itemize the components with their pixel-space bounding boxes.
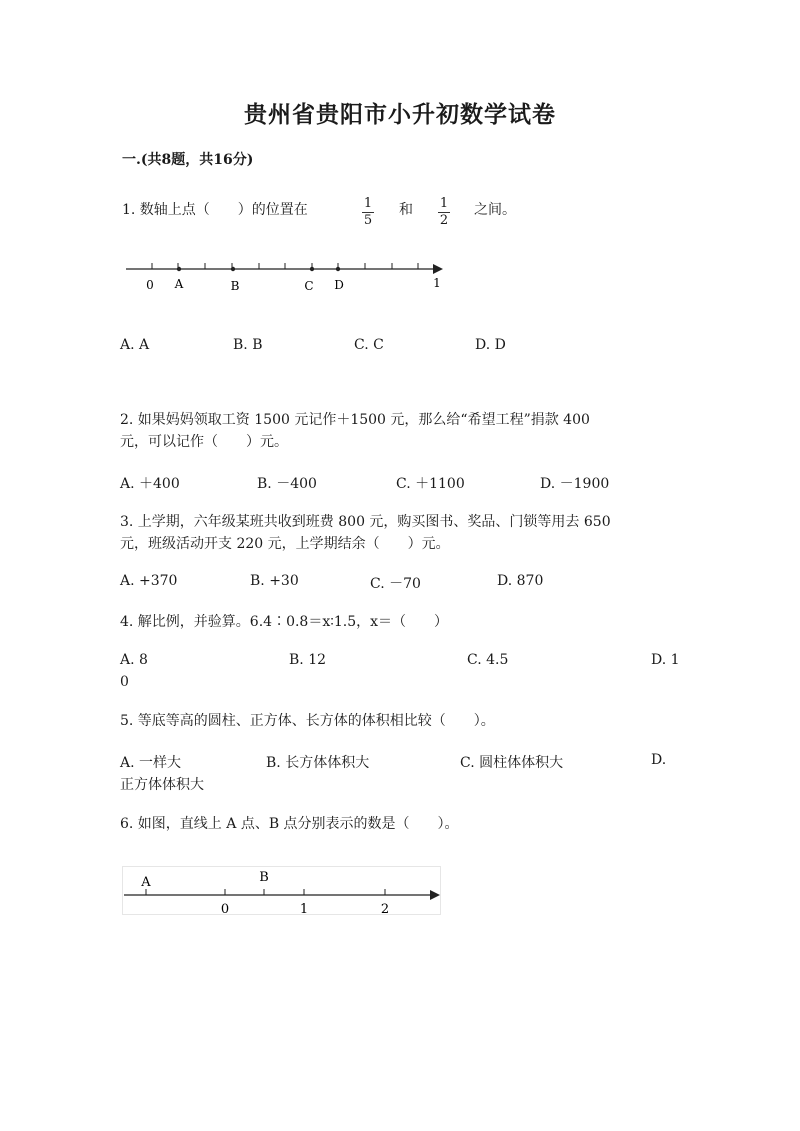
label-b: B: [230, 279, 240, 293]
q2-option-a[interactable]: A. ＋400: [120, 476, 180, 492]
q5-option-d[interactable]: D.: [651, 752, 667, 768]
q5-line-1: 5. 等底等高的圆柱、正方体、长方体的体积相比较（ ）。: [120, 713, 495, 729]
q5-option-a[interactable]: A. 一样大: [120, 755, 182, 771]
q5-option-c[interactable]: C. 圆柱体体积大: [460, 755, 564, 771]
label-1: 1: [299, 902, 309, 917]
q1-stem-a: 1. 数轴上点（ ）的位置在: [122, 202, 308, 218]
q1-option-b[interactable]: B. B: [233, 337, 263, 353]
q3-option-b[interactable]: B. +30: [250, 573, 299, 589]
q4-line-1: 4. 解比例，并验算。6.4∶0.8＝x∶1.5，x＝（ ）: [120, 614, 449, 630]
label-c: C: [304, 279, 314, 293]
label-a: A: [141, 875, 151, 890]
q4-option-d[interactable]: D. 1: [651, 652, 680, 668]
point-c: [310, 267, 314, 271]
q1-fraction-one-fifth: [361, 196, 375, 229]
q3-line-1: 3. 上学期，六年级某班共收到班费 800 元，购买图书、奖品、门锁等用去 650: [120, 514, 611, 530]
q6-number-line: [122, 866, 444, 920]
q2-option-c[interactable]: C. ＋1100: [396, 476, 465, 492]
label-2: 2: [380, 902, 390, 917]
label-0: 0: [146, 278, 154, 292]
q1-frac1-denominator: 5: [363, 213, 373, 228]
q1-fraction-one-half: [437, 196, 451, 229]
point-b: [231, 267, 235, 271]
q3-option-d[interactable]: D. 870: [497, 573, 544, 589]
axis-arrow: [430, 890, 440, 900]
q4-option-c[interactable]: C. 4.5: [467, 652, 509, 668]
q4-option-d-wrap: 0: [120, 674, 129, 690]
point-a: [177, 267, 181, 271]
q1-frac2-numerator: 1: [439, 196, 449, 211]
q1-number-line: [120, 255, 450, 300]
q5-option-d-wrap: 正方体体积大: [120, 777, 204, 793]
label-1: 1: [433, 276, 441, 290]
q1-frac1-numerator: 1: [363, 196, 373, 211]
page-title: 贵州省贵阳市小升初数学试卷: [244, 101, 556, 128]
label-0: 0: [220, 902, 230, 917]
point-d: [336, 267, 340, 271]
q1-option-c[interactable]: C. C: [354, 337, 384, 353]
q2-option-d[interactable]: D. －1900: [540, 476, 610, 492]
label-a: A: [174, 277, 184, 291]
section-heading: 一.(共8题，共16分): [122, 152, 254, 168]
q4-option-a[interactable]: A. 8: [120, 652, 148, 668]
q4-option-b[interactable]: B. 12: [289, 652, 327, 668]
axis-arrow: [433, 264, 443, 274]
figure-border: [123, 867, 441, 915]
q2-line-2: 元，可以记作（ ）元。: [120, 434, 288, 450]
label-d: D: [334, 278, 344, 292]
label-b: B: [259, 870, 269, 885]
q3-option-c[interactable]: C. －70: [370, 576, 421, 592]
q1-option-d[interactable]: D. D: [475, 337, 506, 353]
q1-frac2-denominator: 2: [439, 213, 449, 228]
q3-option-a[interactable]: A. +370: [120, 573, 178, 589]
q1-stem-b: 之间。: [474, 202, 516, 218]
q2-option-b[interactable]: B. －400: [257, 476, 317, 492]
q1-option-a[interactable]: A. A: [120, 337, 150, 353]
q6-line-1: 6. 如图，直线上 A 点、B 点分别表示的数是（ ）。: [120, 816, 459, 832]
q3-line-2: 元，班级活动开支 220 元，上学期结余（ ）元。: [120, 536, 450, 552]
q5-option-b[interactable]: B. 长方体体积大: [266, 755, 370, 771]
q1-and: 和: [399, 202, 413, 218]
q2-line-1: 2. 如果妈妈领取工资 1500 元记作＋1500 元，那么给“希望工程”捐款 400: [120, 412, 590, 428]
